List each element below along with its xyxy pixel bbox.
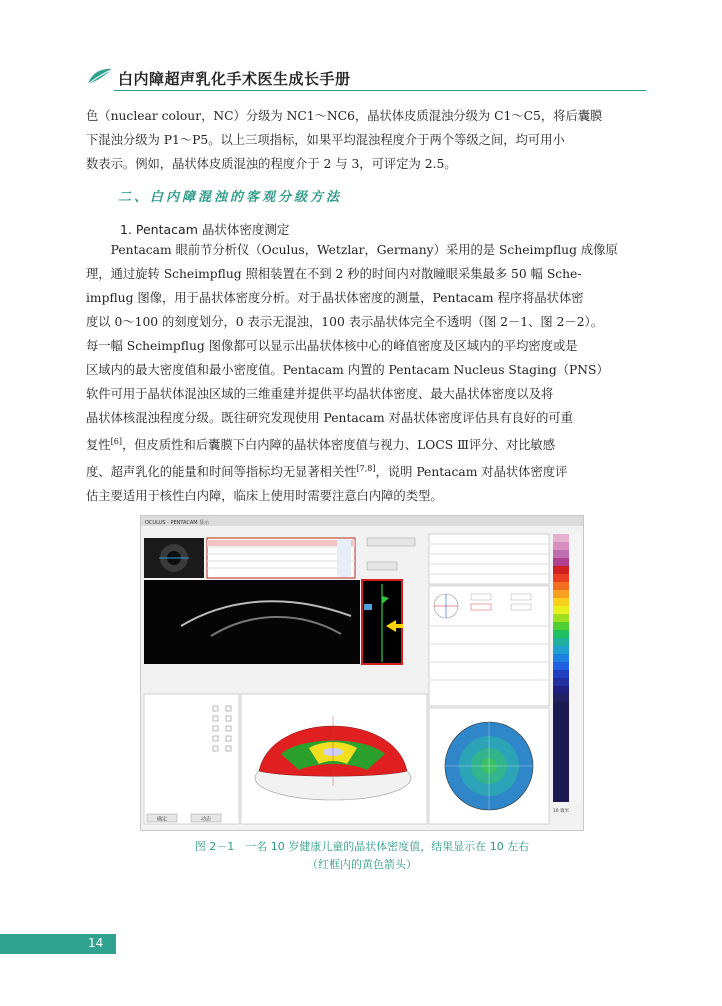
pentacam-screenshot [141, 516, 583, 830]
text-span: 度、超声乳化的能量和时间等指标均无显著相关性 [86, 465, 357, 480]
checkbox[interactable] [226, 726, 231, 731]
paragraph-continuation [86, 104, 638, 176]
text-line: impflug 图像，用于晶状体密度分析。对于晶状体密度的测量，Pentacam 程序将晶状体密 [86, 291, 584, 305]
subsection-heading: 1. Pentacam 晶状体密度测定 [120, 222, 290, 237]
checkbox[interactable] [213, 706, 218, 711]
text-line: 估主要适用于核性白内障，临床上使用时需要注意白内障的类型。 [86, 489, 443, 504]
citation: [7,8] [356, 464, 376, 474]
figure-caption-continued: （红框内的黄色箭头） [307, 858, 417, 871]
checkbox[interactable] [213, 726, 218, 731]
header-title: 白内障超声乳化手术医生成长手册 [118, 70, 351, 88]
patient-info-panel [429, 534, 549, 584]
scheimpflug-image [144, 580, 360, 664]
text-line: 每一幅 Scheimpflug 图像都可以显示出晶状体核中心的峰值密度及区域内的平均密度或是 [86, 339, 578, 353]
section-heading: 二、白内障混浊的客观分级方法 [118, 190, 343, 205]
scale-legend: 10 微米 [552, 809, 570, 814]
running-header [86, 62, 646, 92]
text-line: 下混浊分级为 P1～P5。以上三项指标，如果平均混浊程度介于两个等级之间，均可用小 [86, 133, 565, 147]
text-span: ，但皮质性和后囊膜下白内障的晶状体密度值与视力、LOCS Ⅲ评分、对比敏感 [121, 438, 556, 453]
header-rule [114, 90, 646, 91]
text-line: Pentacam 眼前节分析仪（Oculus，Wetzlar，Germany）采用的是 Scheimpflug 成像原 [110, 243, 618, 257]
window-title: OCULUS - PENTACAM 显示 [145, 520, 210, 526]
checkbox[interactable] [213, 716, 218, 721]
text-line: 晶状体核混浊程度分级。既往研究发现使用 Pentacam 对晶状体密度评估具有良好的可重 [86, 411, 573, 425]
pentacam-screenshot-figure [140, 515, 584, 831]
options-panel [144, 694, 239, 824]
checkbox[interactable] [213, 746, 218, 751]
ok-button-label: 确定 [156, 816, 168, 823]
text-line [86, 430, 638, 457]
text-line: 区域内的最大密度值和最小密度值。Pentacam 内置的 Pentacam Nucleus Staging（PNS） [86, 363, 609, 377]
paragraph-pentacam [86, 238, 638, 508]
checkbox[interactable] [226, 716, 231, 721]
text-span: 复性 [86, 438, 111, 453]
text-line: 理，通过旋转 Scheimpflug 照相装置在不到 2 秒的时间内对散瞳眼采集最多 50 幅 Sche- [86, 267, 582, 281]
checkbox[interactable] [226, 746, 231, 751]
checkbox[interactable] [226, 706, 231, 711]
checkbox[interactable] [213, 736, 218, 741]
checkbox[interactable] [226, 736, 231, 741]
text-line: 数表示。例如，晶状体皮质混浊的程度介于 2 与 3，可评定为 2.5。 [86, 157, 457, 171]
leaf-icon [86, 66, 114, 86]
citation: [6] [110, 437, 122, 446]
text-line: 软件可用于晶状体混浊区域的三维重建并提供平均晶状体密度、最大晶状体密度以及将 [86, 387, 554, 401]
text-line [86, 457, 638, 484]
dynamic-button-label: 动态 [200, 816, 212, 823]
color-scale [553, 534, 581, 802]
text-line: 色（nuclear colour，NC）分级为 NC1～NC6，晶状体皮质混浊分级为 C1～C5，将后囊膜 [86, 109, 603, 123]
page-number: 14 [88, 936, 104, 950]
text-line: 度以 0～100 的刻度划分，0 表示无混浊，100 表示晶状体完全不透明（图 2－1、图 2－2）。 [86, 315, 603, 329]
text-span: ，说明 Pentacam 对晶状体密度评 [375, 465, 568, 480]
figure-caption: 图 2－1 一名 10 岁健康儿童的晶状体密度值，结果显示在 10 左右 [194, 840, 530, 853]
